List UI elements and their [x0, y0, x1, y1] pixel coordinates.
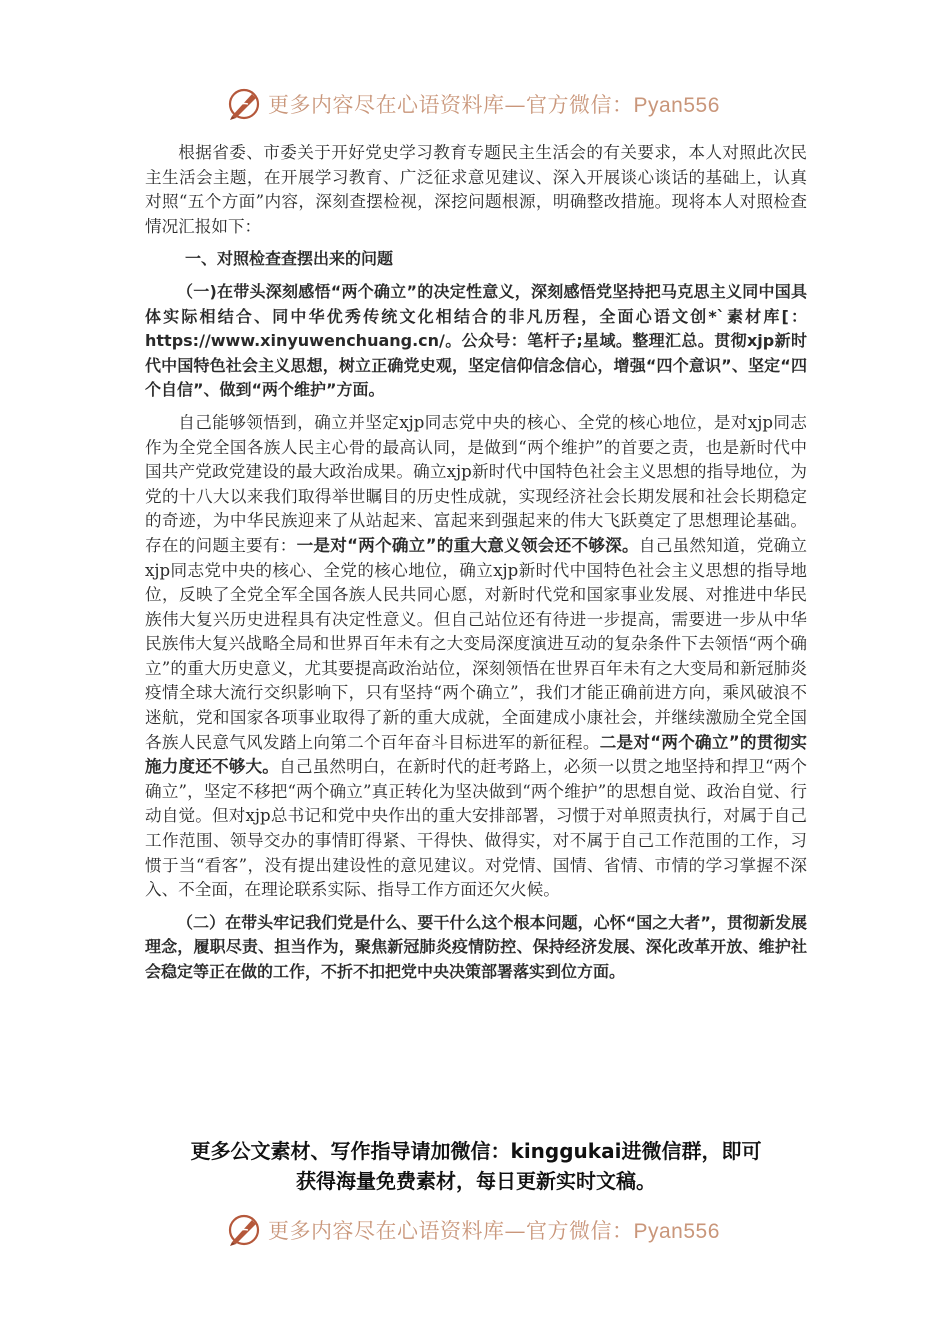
banner-label: 更多内容尽在心语资料库—官方微信：	[268, 93, 634, 117]
bold-point-2: 二是对“两个确立”的贯彻实施力度还不够大。	[145, 732, 808, 777]
banner-wechat-id: Pyan556	[633, 1220, 720, 1243]
body-text-b: 自己虽然知道，党确立xjp同志党中央的核心、全党的核心地位，确立xjp新时代中国特色社会主义思想的指导地位，反映了全党全军全国各族人民共同心愿，对新时代党和国家事业发展、对推进中华民族伟大复兴历史进程具有决定性意义。但自己站位还有待进一步提高，需要进一步从中华民族伟大复兴战略全局和世界百年未有之大变局深度演进互动的复杂条件下去领悟“两个确立”的重大历史意义，尤其要提高政治站位，深刻领悟在世界百年未有之大变局和新冠肺炎疫情全球大流行交织影响下，只有坚持“两个确立”，我们才能正确前进方向，乘风破浪不迷航，党和国家各项事业取得了新的重大成就，全面建成小康社会，并继续激励全党全国各族人民意气风发踏上向第二个百年奋斗目标进军的新征程。	[145, 535, 808, 752]
section-1-title-paragraph: （一)在带头深刻感悟“两个确立”的决定性意义，深刻感悟党坚持把马克思主义同中国具体实际相结合、同中华优秀传统文化相结合的非凡历程，全面心语文创*`素材库[：https://www.xinyuwenchuang.cn/。公众号：笔杆子;星域。整理汇总。贯彻xjp新时代中国特色社会主义思想，树立正确党史观，坚定信仰信念信心，增强“四个意识”、坚定“四个自信”、做到“两个维护”方面。	[145, 281, 807, 400]
banner-text	[268, 89, 720, 119]
banner-text	[268, 1215, 720, 1245]
bold-point-1: 一是对“两个确立”的重大意义领会还不够深。	[296, 535, 639, 555]
section-1-body-paragraph	[145, 411, 807, 903]
document-body	[145, 141, 807, 985]
body-text-c: 自己虽然明白，在新时代的赶考路上，必须一以贯之地坚持和捍卫“两个确立”，坚定不移把“两个确立”真正转化为坚决做到“两个维护”的思想自觉、政治自觉、行动自觉。但对xjp总书记和党中央作出的重大安排部署，习惯于对单照责执行，对属于自己工作范围、领导交办的事情盯得紧、干得快、做得实，对不属于自己工作范围的工作，习惯于当“看客”，没有提出建设性的意见建议。对党情、国情、省情、市情的学习掌握不深入、不全面，在理论联系实际、指导工作方面还欠火候。	[145, 757, 808, 900]
footer-banner	[226, 1210, 726, 1250]
banner-label: 更多内容尽在心语资料库—官方微信：	[268, 1219, 634, 1243]
body-text-a: 自己能够领悟到，确立并坚定xjp同志党中央的核心、全党的核心地位，是对xjp同志作为全党全国各族人民主心骨的最高认同，是做到“两个维护”的首要之责，也是新时代中国共产党政党建设的最大政治成果。确立xjp新时代中国特色社会主义思想的指导地位，为党的十八大以来我们取得举世瞩目的历史性成就，实现经济社会长期发展和社会长期稳定的奇迹，为中华民族迎来了从站起来、富起来到强起来的伟大飞跃奠定了思想理论基础。存在的问题主要有：	[145, 412, 807, 555]
header-banner	[226, 84, 726, 124]
intro-paragraph: 根据省委、市委关于开好党史学习教育专题民主生活会的有关要求，本人对照此次民主生活会主题，在开展学习教育、广泛征求意见建议、深入开展谈心谈话的基础上，认真对照“五个方面”内容，深刻查摆检视，深挖问题根源，明确整改措施。现将本人对照检查情况汇报如下：	[145, 143, 807, 236]
promo-line-1: 更多公文素材、写作指导请加微信：kinggukai进微信群，即可	[190, 1139, 762, 1163]
heading-section-1: 一、对照检查查摆出来的问题	[185, 249, 394, 269]
promo-notice	[145, 1136, 807, 1196]
banner-wechat-id: Pyan556	[633, 94, 720, 117]
pen-logo-icon	[226, 86, 262, 122]
pen-logo-icon	[226, 1212, 262, 1248]
promo-line-2: 获得海量免费素材，每日更新实时文稿。	[296, 1169, 656, 1193]
section-2-title-paragraph: （二）在带头牢记我们党是什么、要干什么这个根本问题，心怀“国之大者”，贯彻新发展理念，履职尽责、担当作为，聚焦新冠肺炎疫情防控、保持经济发展、深化改革开放、维护社会稳定等正在做的工作，不折不扣把党中央决策部署落实到位方面。	[145, 912, 807, 981]
